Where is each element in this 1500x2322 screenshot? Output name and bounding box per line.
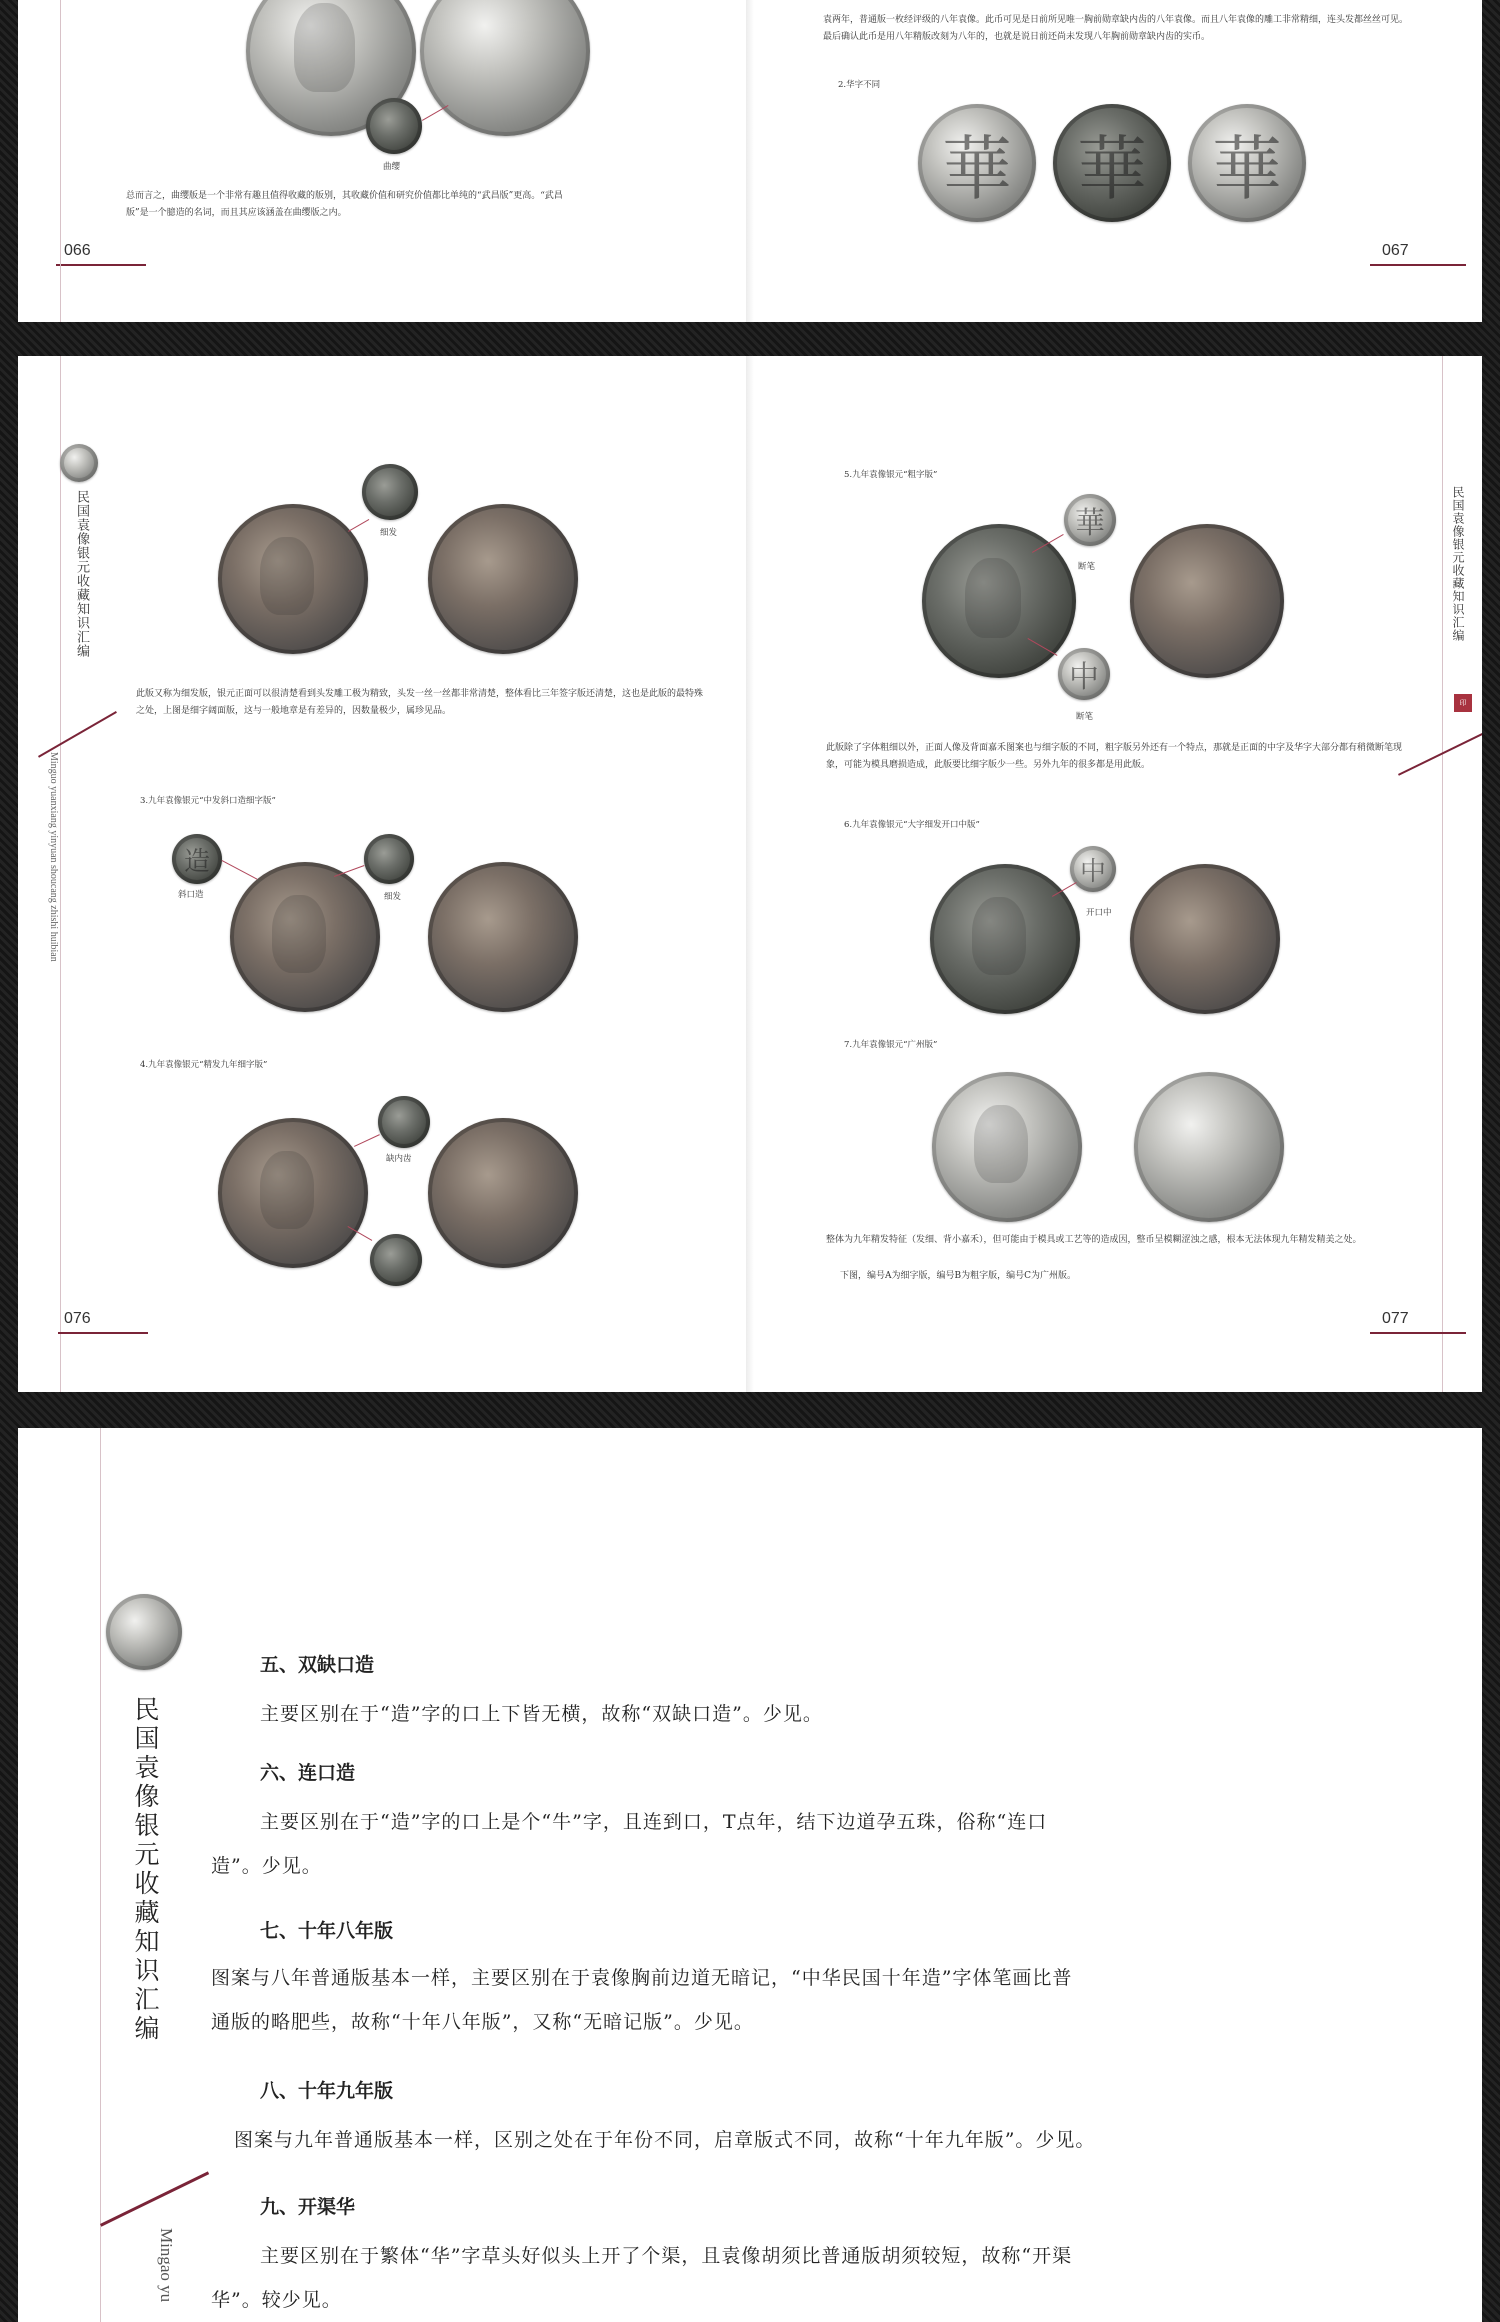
coin-detail-caption: 曲缨	[383, 162, 401, 172]
top-left-paragraph: 总而言之，曲缨版是一个非常有趣且值得收藏的版别，其收藏价值和研究价值都比单纯的“武昌版”更高。“武昌版”是一个臆造的名词，而且其应该涵盖在曲缨版之内。	[126, 191, 563, 218]
coin-obverse-xifa	[218, 504, 368, 654]
coin-detail-hua	[1064, 494, 1116, 546]
section-heading: 九、开渠华	[260, 2196, 356, 2218]
detail-caption-duanbi-2: 断笔	[1076, 712, 1094, 722]
top-right-subheading: 2.华字不同	[838, 80, 881, 90]
hua-glyph: 華	[1212, 127, 1282, 210]
diagonal-accent	[100, 2171, 209, 2226]
middle-spread	[18, 356, 1482, 1392]
top-right-paragraph: 袁两年，普通版一枚经评级的八年袁像。此币可见是日前所见唯一胸前勋章缺内齿的八年袁像。而且八年袁像的雕工非常精细，连头发都丝丝可见。最后确认此币是用八年精版改刻为八年的，也就是说日前还尚未发现八年胸前勋章缺内齿的实币。	[823, 15, 1409, 42]
detail-caption-xifa-2: 细发	[384, 892, 402, 902]
connector-line	[222, 860, 258, 880]
section-heading: 八、十年九年版	[260, 2080, 394, 2102]
page-number-076: 076	[64, 1310, 91, 1327]
coin-obverse-jingfa	[218, 1118, 368, 1268]
connector-line	[354, 1134, 380, 1147]
zao-glyph: 造	[183, 846, 210, 877]
page-gutter	[746, 356, 754, 1392]
connector-line	[422, 105, 448, 121]
book-title-vertical: 民国袁像银元收藏知识汇编	[131, 1696, 160, 2044]
subheading-7: 7.九年袁像银元“广州版”	[844, 1040, 938, 1050]
subheading-5: 5.九年袁像银元“粗字版”	[844, 470, 938, 480]
coin-reverse-guangzhou	[1134, 1072, 1284, 1222]
section-heading: 六、连口造	[260, 1762, 356, 1784]
coin-detail-kaikouzhong	[1070, 846, 1116, 892]
hua-glyph: 華	[1075, 506, 1105, 541]
detail-caption-duanbi-1: 断笔	[1078, 562, 1096, 572]
coin-detail-xifa	[362, 464, 418, 520]
diagonal-accent	[38, 711, 117, 757]
subheading-4: 4.九年袁像银元“精发九年细字版”	[140, 1060, 268, 1070]
page-number-066: 066	[64, 242, 91, 259]
detail-caption-kaikouzhong: 开口中	[1086, 908, 1112, 918]
section-heading: 七、十年八年版	[260, 1920, 394, 1942]
coin-reverse-image	[420, 0, 590, 136]
book-emblem-coin	[106, 1594, 182, 1670]
page-rule-right	[1370, 264, 1466, 266]
book-title-pinyin: Minguo yuanxiang yinyuan shoucang zhishi huibian	[48, 752, 59, 962]
subheading-6: 6.九年袁像银元“大字细发开口中版”	[844, 820, 980, 830]
page-rule-right	[1370, 1332, 1466, 1334]
section-line: 主要区别在于“造”字的口上是个“牛”字，且连到口，T点年，结下边道孕五珠，俗称“连口	[260, 1811, 1048, 1833]
connector-line	[348, 519, 369, 532]
section-line: 造”。少见。	[211, 1855, 322, 1877]
left-paragraph-xifa: 此版又称为细发版，银元正面可以很清楚看到头发雕工极为精致，头发一丝一丝都非常清楚，整体看比三年签字版还清楚，这也是此版的最特殊之处，上图是细字阔面版，这与一般地章是有差异的，因数量极少，属珍见品。	[136, 689, 704, 716]
book-title-vertical-right: 民国袁像银元收藏知识汇编	[1451, 486, 1465, 642]
coin-detail-neichi-2	[370, 1234, 422, 1286]
hua-character-coin-1	[918, 104, 1036, 222]
page-number-077: 077	[1382, 1310, 1409, 1327]
page-rule-left	[56, 264, 146, 266]
detail-caption-neichi: 缺内齿	[386, 1154, 412, 1164]
section-line: 华”。较少见。	[211, 2289, 342, 2311]
page-number-067: 067	[1382, 242, 1409, 259]
page-margin-line	[60, 356, 61, 1392]
section-line: 图案与八年普通版基本一样，主要区别在于袁像胸前边道无暗记，“中华民国十年造”字体笔画比普	[211, 1967, 1073, 1989]
page-margin-line	[100, 1428, 101, 2322]
coin-reverse-kaikouzhong	[1130, 864, 1280, 1014]
coin-reverse-cuzi	[1130, 524, 1284, 678]
coin-detail-image	[366, 98, 422, 154]
section-line: 图案与九年普通版基本一样，区别之处在于年份不同，启章版式不同，故称“十年九年版”。少见。	[234, 2129, 1096, 2151]
coin-reverse-jingfa	[428, 1118, 578, 1268]
zhong-glyph: 中	[1079, 856, 1106, 887]
coin-reverse-xifa	[428, 504, 578, 654]
right-paragraph-guangzhou: 整体为九年精发特征（发细、背小嘉禾），但可能由于模具或工艺等的造成因，整币呈模糊涩浊之感，根本无法体现九年精发精美之处。	[826, 1235, 1362, 1245]
coin-detail-zao	[172, 834, 222, 884]
section-line: 主要区别在于“造”字的口上下皆无横，故称“双缺口造”。少见。	[260, 1703, 823, 1725]
detail-caption-xiekouzao: 斜口造	[178, 890, 204, 900]
bottom-page	[18, 1428, 1482, 2322]
page-margin-line	[1442, 356, 1443, 1392]
section-line: 通版的略肥些，故称“十年八年版”，又称“无暗记版”。少见。	[211, 2011, 754, 2033]
subheading-3: 3.九年袁像银元“中发斜口造细字版”	[140, 796, 276, 806]
hua-character-coin-2	[1053, 104, 1171, 222]
detail-caption-xifa: 细发	[380, 528, 398, 538]
coin-obverse-cuzi	[922, 524, 1076, 678]
seal-stamp: 印	[1454, 694, 1472, 712]
hua-character-coin-3	[1188, 104, 1306, 222]
page-margin-line	[60, 0, 61, 322]
section-line: 主要区别在于繁体“华”字草头好似头上开了个渠，且袁像胡须比普通版胡须较短，故称“开渠	[260, 2245, 1073, 2267]
coin-detail-neichi-1	[378, 1096, 430, 1148]
hua-glyph: 華	[942, 127, 1012, 210]
hua-glyph: 華	[1077, 127, 1147, 210]
right-paragraph-legend: 下图，编号A为细字版，编号B为粗字版，编号C为广州版。	[840, 1271, 1077, 1281]
coin-detail-xifa-2	[364, 834, 414, 884]
book-emblem-coin	[60, 444, 98, 482]
zhong-glyph: 中	[1069, 660, 1099, 695]
page-gutter	[746, 0, 754, 322]
book-pinyin: Mingao yu	[157, 2228, 176, 2303]
coin-reverse-xiekouzao	[428, 862, 578, 1012]
top-spread	[18, 0, 1482, 322]
coin-obverse-guangzhou	[932, 1072, 1082, 1222]
book-title-vertical: 民国袁像银元收藏知识汇编	[74, 490, 89, 658]
coin-obverse-kaikouzhong	[930, 864, 1080, 1014]
coin-obverse-xiekouzao	[230, 862, 380, 1012]
page-rule-left	[58, 1332, 148, 1334]
section-heading: 五、双缺口造	[260, 1654, 375, 1676]
right-paragraph-cuzi: 此版除了字体粗细以外，正面人像及背面嘉禾图案也与细字版的不同，粗字版另外还有一个特点，那就是正面的中字及华字大部分都有稍微断笔现象，可能为模具磨损造成，此版要比细字版少一些。另外九年的很多都是用此版。	[826, 743, 1403, 770]
coin-detail-zhong	[1058, 648, 1110, 700]
